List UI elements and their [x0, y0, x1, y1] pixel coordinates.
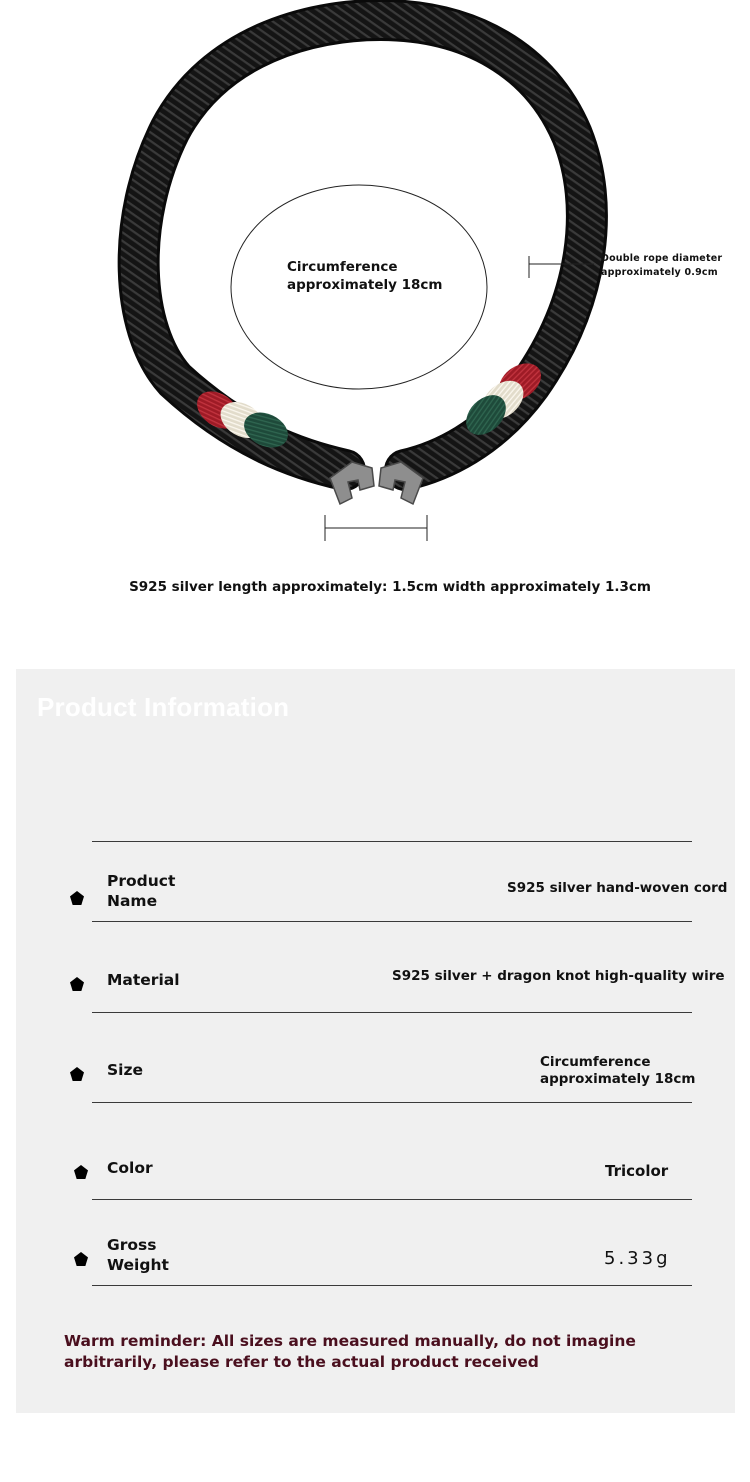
product-figure	[0, 0, 750, 640]
row-label-color: Color	[107, 1159, 153, 1177]
row-value-color: Tricolor	[605, 1162, 669, 1180]
silver-length-marker	[325, 515, 427, 541]
divider-line	[92, 1102, 692, 1103]
bracelet-illustration	[0, 0, 750, 640]
row-label-material: Material	[107, 971, 180, 989]
bullet-icon	[70, 977, 84, 991]
circumference-label: Circumference approximately 18cm	[287, 259, 443, 293]
row-label-gross-weight: Gross Weight	[107, 1236, 169, 1274]
divider-line	[92, 1285, 692, 1286]
product-info-panel	[16, 669, 735, 1413]
bullet-icon	[70, 891, 84, 905]
row-value-product-name: S925 silver hand-woven cord	[507, 880, 728, 896]
row-label-size: Size	[107, 1061, 144, 1079]
row-value-gross-weight: 5.33g	[604, 1248, 671, 1269]
bullet-icon	[74, 1252, 88, 1266]
row-value-size: Circumference approximately 18cm	[540, 1054, 696, 1087]
divider-line	[92, 1012, 692, 1013]
divider-line	[92, 841, 692, 842]
silver-size-caption: S925 silver length approximately: 1.5cm width approximately 1.3cm	[129, 579, 651, 595]
bullet-icon	[70, 1067, 84, 1081]
divider-line	[92, 1199, 692, 1200]
warm-reminder-text: Warm reminder: All sizes are measured manually, do not imagine arbitrarily, please refer to the actual product received	[64, 1332, 636, 1371]
row-label-product-name: Product Name	[107, 872, 176, 910]
row-value-material: S925 silver + dragon knot high-quality wire	[392, 968, 725, 984]
panel-title: Product Information	[37, 692, 290, 722]
rope-diameter-label: Double rope diameter approximately 0.9cm	[601, 253, 723, 278]
bullet-icon	[74, 1165, 88, 1179]
divider-line	[92, 921, 692, 922]
